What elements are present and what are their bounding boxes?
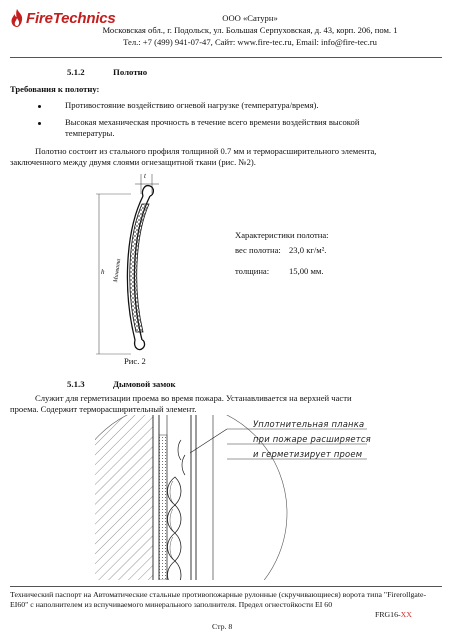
callout-line: при пожаре расширяется [253,434,371,444]
paragraph-line: проема. Содержит терморасширительный элемент. [10,404,197,414]
footer-line: Технический паспорт на Автоматические стальные противопожарные рулонные (скручивающиеся) ворота типа "Firerollgate- [10,590,427,599]
document-code-suffix: XX [400,610,412,619]
insulation-label: Минвата [113,258,123,283]
document-code-prefix: FRG16- [375,610,401,619]
flame-icon [10,9,24,27]
bullet-item: Противостояние воздействию огневой нагрузке (температура/время). [65,100,319,110]
section-title: Дымовой замок [113,379,176,389]
header-divider [10,57,442,58]
bullet-marker [38,118,44,124]
org-contacts: Тел.: +7 (499) 941-07-47, Сайт: www.fire-tec.ru, Email: info@fire-tec.ru [123,37,377,47]
callout-line: Уплотнительная планка [253,419,365,429]
weight-value: 23,0 кг/м². [289,245,327,255]
callout-line: и герметизирует проем [253,449,363,459]
footer-divider [10,586,442,587]
section-title: Полотно [113,67,148,77]
org-name: ООО «Сатурн» [222,13,278,23]
specs-title: Характеристики полотна: [235,230,329,240]
curtain-profile-drawing [95,172,175,362]
requirements-title: Требования к полотну: [10,84,100,94]
dimension-h-label: h [101,268,105,276]
weight-label: вес полотна: [235,245,281,255]
footer-line: EI60" с наполнителем из вспучиваемого минерального заполнителя. Предел огнестойкости EI 60 [10,600,333,609]
section-number: 5.1.3 [67,379,85,389]
paragraph-line: Полотно состоит из стального профиля толщиной 0.7 мм и терморасширительного элемента, [35,146,377,156]
bullet-marker [38,101,44,107]
bullet-item: Высокая механическая прочность в течение всего времени воздействия высокой [65,117,360,127]
document-code [375,610,412,620]
thickness-label: толщина: [235,266,270,276]
dimension-t-label: t [144,172,146,180]
section-number: 5.1.2 [67,67,85,77]
bullet-item-continuation: температуры. [65,128,115,138]
brand-name: FireTechnics [26,9,116,27]
paragraph-line: заключенного между двумя слоями огнезащитной ткани (рис. №2). [10,157,256,167]
thickness-value: 15,00 мм. [289,266,324,276]
org-address: Московская обл., г. Подольск, ул. Большая Серпуховская, д. 43, корп. 206, пом. 1 [102,25,398,35]
page-number: Стр. 8 [212,622,233,631]
paragraph-line: Служит для герметизации проема во время пожара. Устанавливается на верхней части [35,393,352,403]
figure-caption: Рис. 2 [124,356,146,366]
